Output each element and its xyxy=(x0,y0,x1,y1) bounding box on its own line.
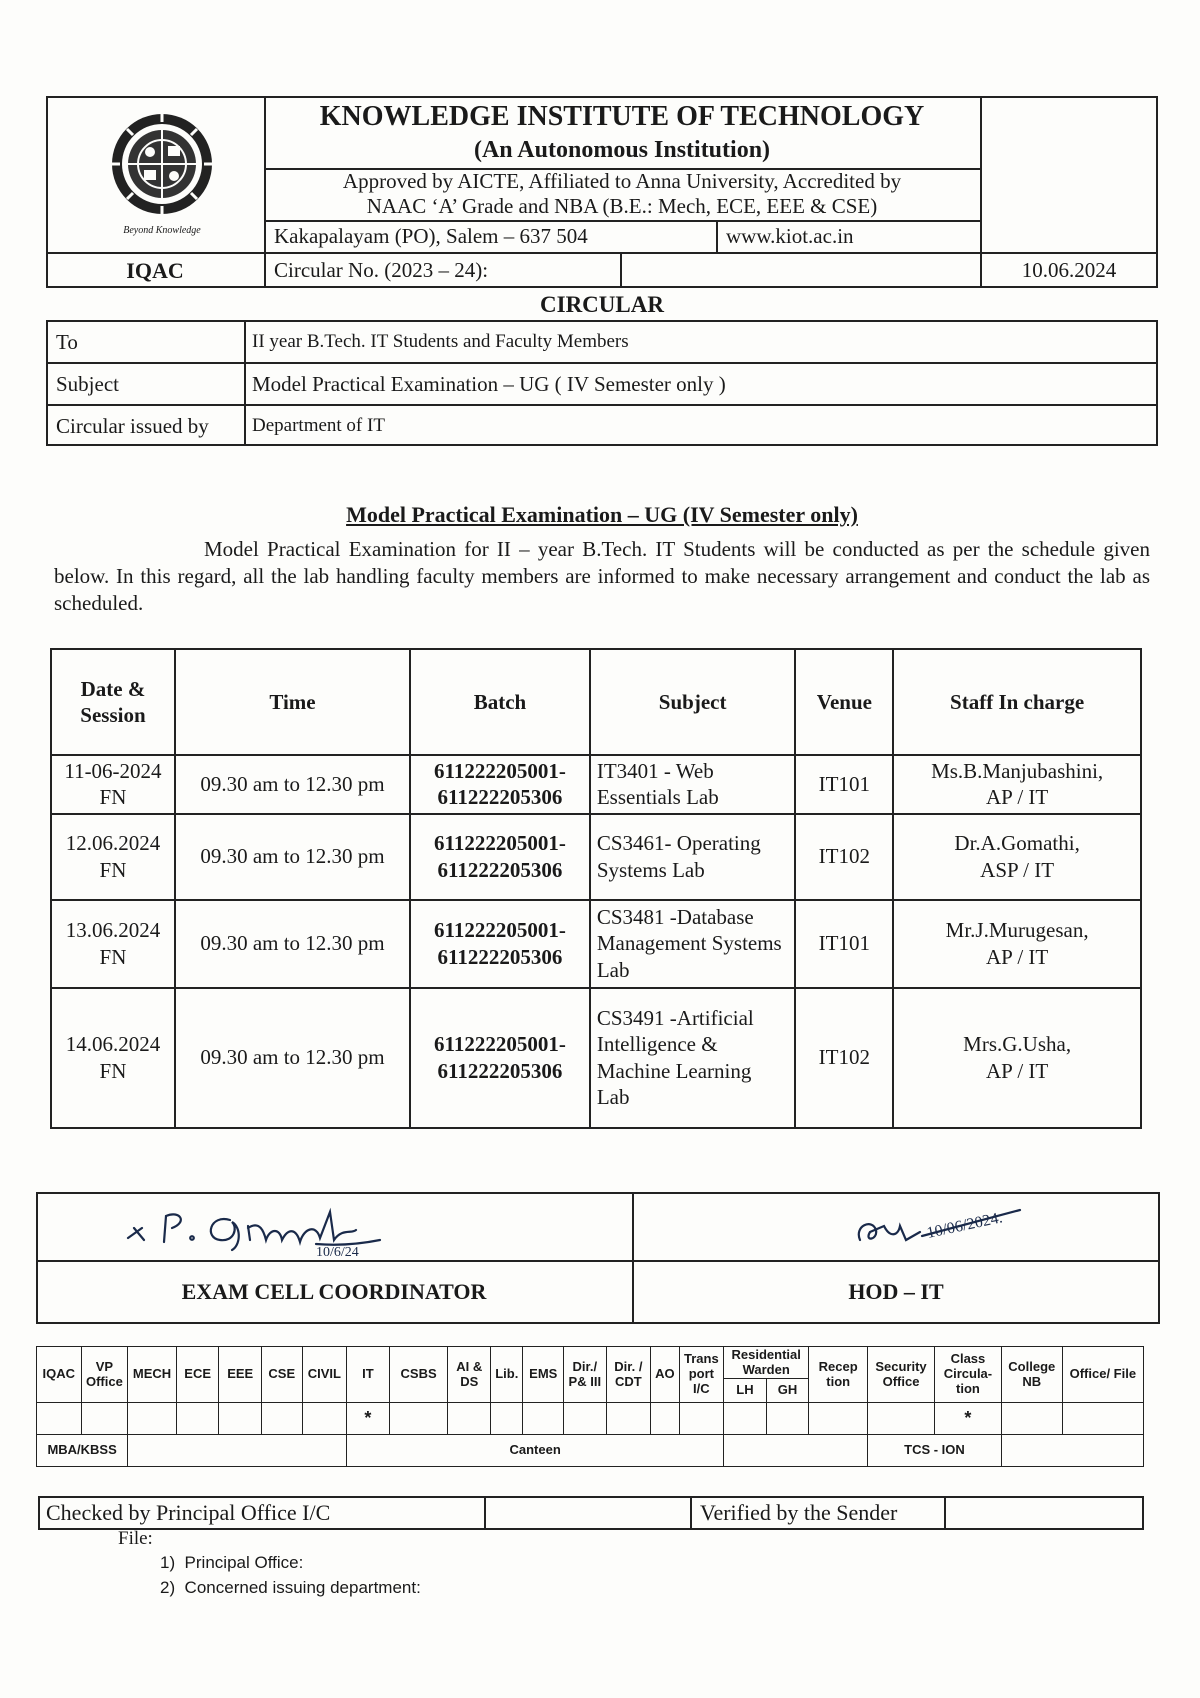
header-staff: Staff In charge xyxy=(893,649,1141,755)
dist-canteen: Canteen xyxy=(347,1435,724,1467)
dist-warden-lh: LH xyxy=(724,1379,767,1403)
iqac-label: IQAC xyxy=(126,257,184,283)
row-date: 14.06.2024 xyxy=(65,1032,161,1057)
hod-signature xyxy=(850,1196,1050,1256)
row-date: 12.06.2024 xyxy=(65,831,161,856)
file-item: 2) Concerned issuing department: xyxy=(160,1578,421,1597)
header-subject: Subject xyxy=(590,649,796,755)
subject-label: Subject xyxy=(56,371,119,396)
issued-by-label: Circular issued by xyxy=(56,413,209,438)
hod-title: HOD – IT xyxy=(848,1279,944,1304)
row-venue: IT101 xyxy=(795,900,893,988)
row-designation: AP / IT xyxy=(986,944,1049,969)
header-venue: Venue xyxy=(795,649,893,755)
svg-text:10/06/2024.: 10/06/2024. xyxy=(925,1209,1005,1242)
dist-security-office: Security Office xyxy=(868,1347,935,1403)
logo-motto: Beyond Knowledge xyxy=(123,225,201,236)
table-row xyxy=(51,814,1141,900)
to-value: II year B.Tech. IT Students and Faculty Members xyxy=(252,331,629,352)
dist-class-circulation: Class Circula- tion xyxy=(934,1347,1001,1403)
row-session: FN xyxy=(99,857,127,882)
row-time: 09.30 am to 12.30 pm xyxy=(175,755,410,814)
dist-dir-cdt: Dir. / CDT xyxy=(606,1347,651,1403)
row-session: FN xyxy=(99,785,127,810)
circular-number: Circular No. (2023 – 24): xyxy=(274,258,489,282)
dist-reception: Recep tion xyxy=(809,1347,868,1403)
circular-date: 10.06.2024 xyxy=(1021,258,1117,282)
body-paragraph: Model Practical Examination for II – year B.Tech. IT Students will be conducted as per the schedule given below. In this regard, all the lab handling faculty members are informed to make necessary arrangement and conduct the lab as scheduled. xyxy=(54,537,1150,615)
table-row xyxy=(51,988,1141,1128)
schedule-table xyxy=(50,648,1142,1129)
exam-cell-signature xyxy=(120,1198,440,1258)
address: Kakapalayam (PO), Salem – 637 504 xyxy=(274,223,588,248)
dist-mech: MECH xyxy=(128,1347,177,1403)
dist-cse: CSE xyxy=(262,1347,303,1403)
autonomous-label: (An Autonomous Institution) xyxy=(473,136,771,163)
file-label: File: xyxy=(118,1528,153,1549)
header-batch: Batch xyxy=(410,649,590,755)
row-batch-start: 611222205001- xyxy=(434,831,566,856)
institute-logo xyxy=(100,112,224,236)
dist-class-circulation-mark: * xyxy=(934,1403,1001,1435)
row-batch-end: 611222205306 xyxy=(437,785,563,810)
row-time: 09.30 am to 12.30 pm xyxy=(175,814,410,900)
website: www.kiot.ac.in xyxy=(726,223,854,248)
row-subject: CS3461- Operating Systems Lab xyxy=(590,814,796,900)
checked-by-label: Checked by Principal Office I/C xyxy=(46,1500,331,1525)
row-batch-end: 611222205306 xyxy=(437,944,563,969)
row-venue: IT102 xyxy=(795,814,893,900)
row-batch-start: 611222205001- xyxy=(434,918,566,943)
dist-it-mark: * xyxy=(347,1403,390,1435)
dist-mba-kbss: MBA/KBSS xyxy=(37,1435,128,1467)
verified-by-label: Verified by the Sender xyxy=(700,1500,898,1525)
distribution-table xyxy=(36,1346,1144,1467)
row-venue: IT102 xyxy=(795,988,893,1128)
row-designation: AP / IT xyxy=(986,785,1049,810)
row-batch-end: 611222205306 xyxy=(437,857,563,882)
body-title: Model Practical Examination – UG (IV Semester only) xyxy=(346,502,858,527)
file-item: 1) Principal Office: xyxy=(160,1553,304,1572)
dist-transport: Trans port I/C xyxy=(679,1347,724,1403)
table-header-row xyxy=(51,649,1141,755)
dist-eee: EEE xyxy=(219,1347,262,1403)
dist-office-file: Office/ File xyxy=(1062,1347,1143,1403)
issued-by-value: Department of IT xyxy=(252,415,385,436)
exam-cell-coordinator-title: EXAM CELL COORDINATOR xyxy=(181,1279,487,1304)
dist-it: IT xyxy=(347,1347,390,1403)
approval-line-2: NAAC ‘A’ Grade and NBA (B.E.: Mech, ECE, EEE & CSE) xyxy=(366,193,878,218)
approval-line-1: Approved by AICTE, Affiliated to Anna University, Accredited by xyxy=(342,168,902,193)
dist-ece: ECE xyxy=(176,1347,219,1403)
circular-heading: CIRCULAR xyxy=(540,292,664,317)
dist-csbs: CSBS xyxy=(389,1347,448,1403)
row-subject: IT3401 - Web Essentials Lab xyxy=(590,755,796,814)
dist-civil: CIVIL xyxy=(302,1347,347,1403)
header-date-session: Date & Session xyxy=(51,649,175,755)
row-time: 09.30 am to 12.30 pm xyxy=(175,988,410,1128)
dist-lib: Lib. xyxy=(491,1347,523,1403)
row-staff: Ms.B.Manjubashini, xyxy=(931,759,1104,783)
row-session: FN xyxy=(99,1058,127,1083)
row-venue: IT101 xyxy=(795,755,893,814)
to-label: To xyxy=(56,329,78,354)
subject-value: Model Practical Examination – UG ( IV Semester only ) xyxy=(252,371,726,396)
row-time: 09.30 am to 12.30 pm xyxy=(175,900,410,988)
row-staff: Dr.A.Gomathi, xyxy=(954,831,1080,856)
dist-ems: EMS xyxy=(523,1347,564,1403)
row-date: 13.06.2024 xyxy=(65,918,161,943)
row-batch-start: 611222205001- xyxy=(434,759,566,783)
row-date: 11-06-2024 xyxy=(64,759,162,783)
institute-name: KNOWLEDGE INSTITUTE OF TECHNOLOGY xyxy=(319,101,925,132)
row-subject: CS3491 -Artificial Intelligence & Machine Learning Lab xyxy=(590,988,796,1128)
dist-warden-gh: GH xyxy=(766,1379,809,1403)
svg-text:10/6/24: 10/6/24 xyxy=(316,1245,359,1258)
header-time: Time xyxy=(175,649,410,755)
dist-ai-ds: AI & DS xyxy=(448,1347,491,1403)
row-session: FN xyxy=(99,944,127,969)
table-row xyxy=(51,755,1141,814)
dist-iqac: IQAC xyxy=(37,1347,82,1403)
row-staff: Mrs.G.Usha, xyxy=(963,1032,1072,1057)
dist-residential-warden: Residential Warden xyxy=(724,1347,809,1379)
dist-mark-row xyxy=(37,1403,1144,1435)
dist-dir-p3: Dir./ P& III xyxy=(564,1347,607,1403)
dist-ao: AO xyxy=(651,1347,679,1403)
row-staff: Mr.J.Murugesan, xyxy=(945,918,1089,943)
row-batch-end: 611222205306 xyxy=(437,1058,563,1083)
row-batch-start: 611222205001- xyxy=(434,1032,566,1057)
dist-college-nb: College NB xyxy=(1001,1347,1062,1403)
row-subject: CS3481 -Database Management Systems Lab xyxy=(590,900,796,988)
dist-vp-office: VP Office xyxy=(81,1347,128,1403)
row-designation: ASP / IT xyxy=(980,857,1055,882)
table-row xyxy=(51,900,1141,988)
row-designation: AP / IT xyxy=(986,1058,1049,1083)
dist-tcs-ion: TCS - ION xyxy=(868,1435,1002,1467)
